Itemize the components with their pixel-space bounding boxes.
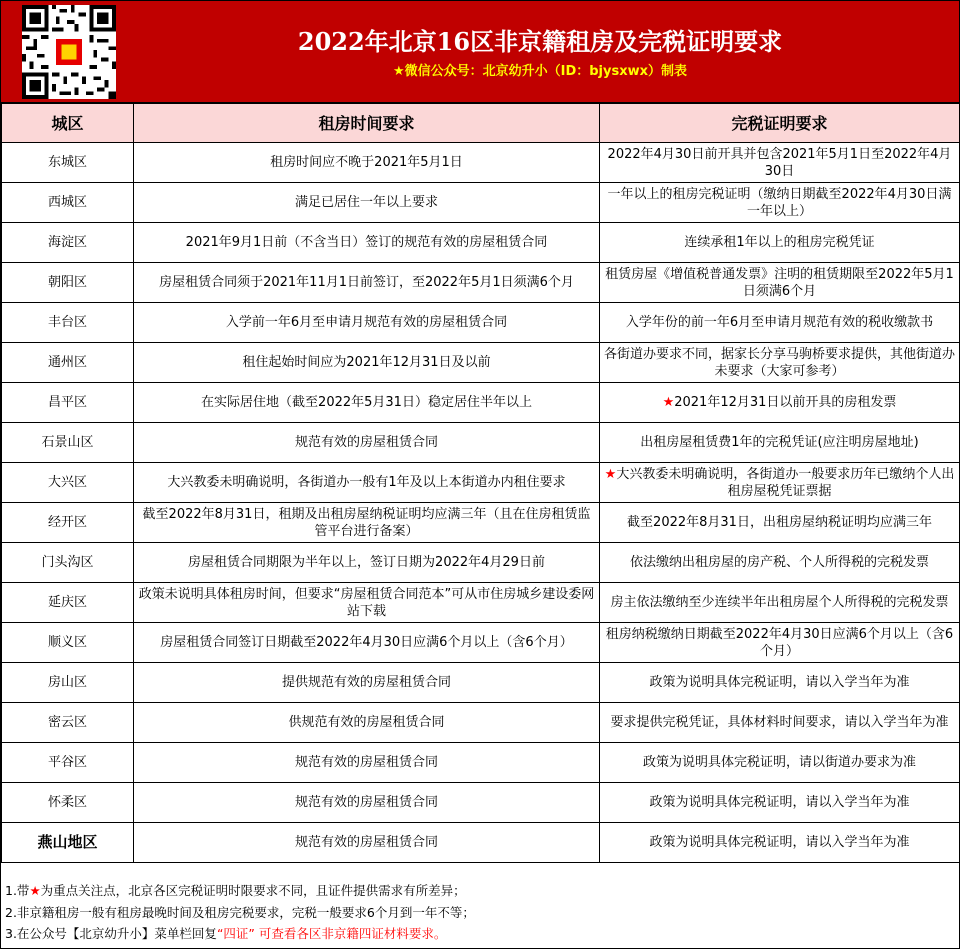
tax-requirement-text: 2022年4月30日前开具并包含2021年5月1日至2022年4月30日 xyxy=(607,146,952,179)
rent-requirement-cell: 规范有效的房屋租赁合同 xyxy=(134,823,600,863)
rent-requirement-cell: 大兴教委未明确说明，各街道办一般有1年及以上本街道办内租住要求 xyxy=(134,463,600,503)
table-row xyxy=(2,263,960,303)
table-row xyxy=(2,503,960,543)
footnote-3-highlight: “四证” 可查看各区非京籍四证材料要求。 xyxy=(216,926,447,941)
district-cell: 丰台区 xyxy=(2,303,134,343)
tax-requirement-text: 一年以上的租房完税证明（缴纳日期截至2022年4月30日满一年以上） xyxy=(607,186,952,219)
qr-code xyxy=(22,5,116,99)
tax-requirement-text: 各街道办要求不同，据家长分享马驹桥要求提供，其他街道办未要求（大家可参考） xyxy=(604,346,956,379)
rent-requirement-cell: 房屋租赁合同期限为半年以上，签订日期为2022年4月29日前 xyxy=(134,543,600,583)
district-cell: 昌平区 xyxy=(2,383,134,423)
rent-requirement-cell: 房屋租赁合同须于2021年11月1日前签订，至2022年5月1日须满6个月 xyxy=(134,263,600,303)
tax-requirement-text: 连续承租1年以上的租房完税凭证 xyxy=(684,235,875,250)
tax-requirement-cell xyxy=(600,143,960,183)
tax-requirement-text: 入学年份的前一年6月至申请月规范有效的税收缴款书 xyxy=(625,315,934,330)
rent-requirement-cell: 规范有效的房屋租赁合同 xyxy=(134,423,600,463)
requirements-table xyxy=(1,103,960,863)
table-row xyxy=(2,783,960,823)
district-cell: 顺义区 xyxy=(2,623,134,663)
district-cell: 大兴区 xyxy=(2,463,134,503)
key-point-star-icon: ★ xyxy=(604,466,617,482)
tax-requirement-cell xyxy=(600,503,960,543)
tax-requirement-text: 政策为说明具体完税证明，请以入学当年为准 xyxy=(649,795,910,810)
footnote-1 xyxy=(5,882,466,900)
tax-requirement-cell xyxy=(600,383,960,423)
tax-requirement-text: 房主依法缴纳至少连续半年出租房屋个人所得税的完税发票 xyxy=(610,595,949,610)
tax-requirement-cell xyxy=(600,703,960,743)
table-row xyxy=(2,143,960,183)
footnote-1-prefix: 1.带 xyxy=(5,883,30,898)
district-cell: 通州区 xyxy=(2,343,134,383)
rent-requirement-cell: 供规范有效的房屋租赁合同 xyxy=(134,703,600,743)
subtitle-text: 微信公众号：北京幼升小（ID：bjysxwx）制表 xyxy=(404,64,688,79)
tax-requirement-text: 政策为说明具体完税证明，请以街道办要求为准 xyxy=(642,755,916,770)
footnotes xyxy=(1,880,959,948)
tax-requirement-text: 租赁房屋《增值税普通发票》注明的租赁期限至2022年5月1日须满6个月 xyxy=(605,266,954,299)
tax-requirement-cell xyxy=(600,263,960,303)
tax-requirement-text: 2021年12月31日以前开具的房租发票 xyxy=(674,395,897,410)
column-header: 租房时间要求 xyxy=(134,104,600,143)
rent-requirement-cell: 租房时间应不晚于2021年5月1日 xyxy=(134,143,600,183)
rent-requirement-cell: 规范有效的房屋租赁合同 xyxy=(134,743,600,783)
tax-requirement-text: 政策为说明具体完税证明，请以入学当年为准 xyxy=(649,835,910,850)
footnote-2: 2.非京籍租房一般有租房最晚时间及租房完税要求，完税一般要求6个月到一年不等； xyxy=(5,905,475,920)
table-row xyxy=(2,663,960,703)
key-point-star-icon: ★ xyxy=(662,395,675,410)
column-header: 城区 xyxy=(2,104,134,143)
tax-requirement-text: 政策为说明具体完税证明，请以入学当年为准 xyxy=(649,675,910,690)
rent-requirement-cell: 在实际居住地（截至2022年5月31日）稳定居住半年以上 xyxy=(134,383,600,423)
tax-requirement-cell xyxy=(600,783,960,823)
tax-requirement-cell xyxy=(600,223,960,263)
table-row xyxy=(2,543,960,583)
rent-requirement-cell: 入学前一年6月至申请月规范有效的房屋租赁合同 xyxy=(134,303,600,343)
footnote-3-text: 3.在公众号【北京幼升小】菜单栏回复 xyxy=(5,926,217,941)
district-cell: 西城区 xyxy=(2,183,134,223)
tax-requirement-text: 要求提供完税凭证，具体材料时间要求，请以入学当年为准 xyxy=(610,715,949,730)
tax-requirement-cell xyxy=(600,583,960,623)
tax-requirement-cell xyxy=(600,743,960,783)
table-row xyxy=(2,623,960,663)
tax-requirement-cell xyxy=(600,463,960,503)
table-row xyxy=(2,583,960,623)
subtitle xyxy=(121,64,959,80)
subtitle-star-icon: ★ xyxy=(392,64,405,79)
district-cell: 门头沟区 xyxy=(2,543,134,583)
tax-requirement-cell xyxy=(600,823,960,863)
tax-requirement-cell xyxy=(600,423,960,463)
tax-requirement-cell xyxy=(600,343,960,383)
rent-requirement-cell: 房屋租赁合同签订日期截至2022年4月30日应满6个月以上（含6个月） xyxy=(134,623,600,663)
table-row xyxy=(2,463,960,503)
tax-requirement-text: 出租房屋租赁费1年的完税凭证(应注明房屋地址) xyxy=(640,435,919,450)
title-banner xyxy=(1,1,959,103)
district-cell: 朝阳区 xyxy=(2,263,134,303)
footnote-3 xyxy=(5,925,446,943)
rent-requirement-cell: 截至2022年8月31日，租期及出租房屋纳税证明均应满三年（且在住房租赁监管平台进行备案） xyxy=(134,503,600,543)
rent-requirement-cell: 2021年9月1日前（不含当日）签订的规范有效的房屋租赁合同 xyxy=(134,223,600,263)
table-row xyxy=(2,183,960,223)
page-title: 2022年北京16区非京籍租房及完税证明要求 xyxy=(297,27,783,56)
table-row xyxy=(2,423,960,463)
tax-requirement-text: 租房纳税缴纳日期截至2022年4月30日应满6个月以上（含6个月） xyxy=(605,626,954,659)
district-cell: 怀柔区 xyxy=(2,783,134,823)
district-cell: 燕山地区 xyxy=(2,823,134,863)
district-cell: 延庆区 xyxy=(2,583,134,623)
rent-requirement-cell: 满足已居住一年以上要求 xyxy=(134,183,600,223)
tax-requirement-text: 大兴教委未明确说明，各街道办一般要求历年已缴纳个人出租房屋税凭证票据 xyxy=(616,466,955,499)
district-cell: 海淀区 xyxy=(2,223,134,263)
rent-requirement-cell: 租住起始时间应为2021年12月31日及以前 xyxy=(134,343,600,383)
district-cell: 东城区 xyxy=(2,143,134,183)
table-row xyxy=(2,743,960,783)
tax-requirement-cell xyxy=(600,663,960,703)
district-cell: 房山区 xyxy=(2,663,134,703)
tax-requirement-cell xyxy=(600,183,960,223)
tax-requirement-text: 依法缴纳出租房屋的房产税、个人所得税的完税发票 xyxy=(629,555,929,570)
column-header: 完税证明要求 xyxy=(600,104,960,143)
district-cell: 平谷区 xyxy=(2,743,134,783)
table-row xyxy=(2,343,960,383)
tax-requirement-cell xyxy=(600,543,960,583)
district-cell: 石景山区 xyxy=(2,423,134,463)
key-point-star-icon: ★ xyxy=(29,883,41,898)
table-row xyxy=(2,703,960,743)
tax-requirement-cell xyxy=(600,623,960,663)
table-row xyxy=(2,383,960,423)
district-cell: 密云区 xyxy=(2,703,134,743)
tax-requirement-cell xyxy=(600,303,960,343)
table-header-row xyxy=(2,104,960,143)
rent-requirement-cell: 政策未说明具体租房时间，但要求“房屋租赁合同范本”可从市住房城乡建设委网站下载 xyxy=(134,583,600,623)
rent-requirement-cell: 提供规范有效的房屋租赁合同 xyxy=(134,663,600,703)
table-row xyxy=(2,303,960,343)
tax-requirement-text: 截至2022年8月31日，出租房屋纳税证明均应满三年 xyxy=(627,515,932,530)
rent-requirement-cell: 规范有效的房屋租赁合同 xyxy=(134,783,600,823)
district-cell: 经开区 xyxy=(2,503,134,543)
table-row xyxy=(2,823,960,863)
table-row xyxy=(2,223,960,263)
footnote-1-text: 为重点关注点，北京各区完税证明时限要求不同，且证件提供需求有所差异； xyxy=(40,883,466,898)
